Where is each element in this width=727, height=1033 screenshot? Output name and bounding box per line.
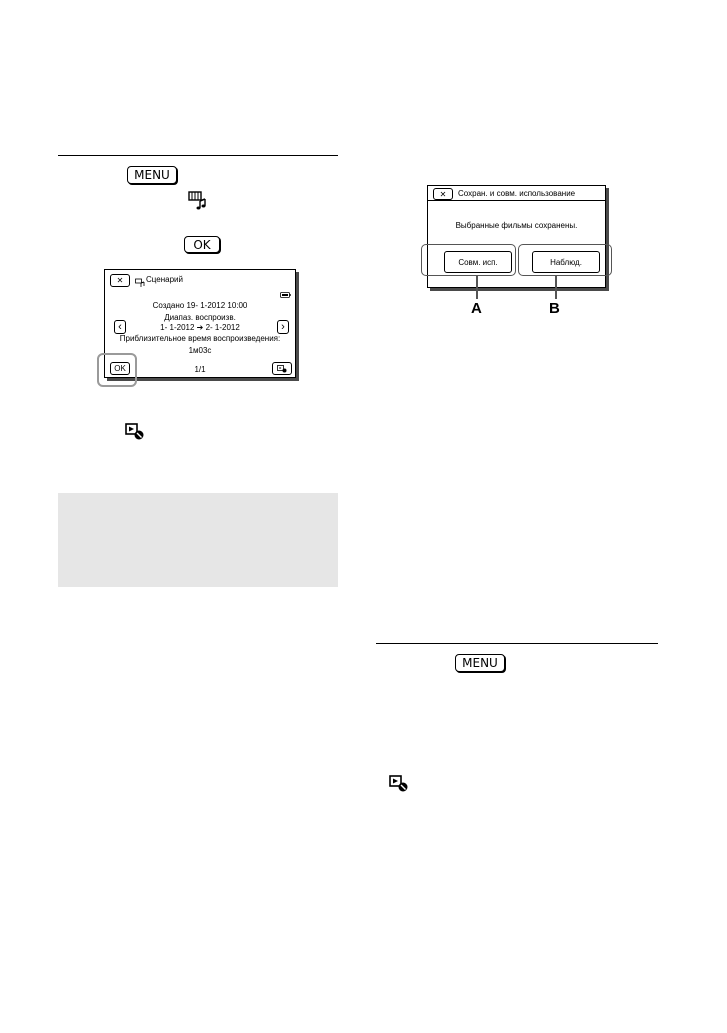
callout-label-a: A [471, 300, 482, 317]
leader-line-a [476, 276, 478, 299]
close-button[interactable]: ✕ [110, 274, 130, 287]
created-line: Создано 19- 1-2012 10:00 [152, 301, 248, 310]
ok-key: OK [184, 236, 220, 253]
scenario-title-icon [135, 275, 145, 285]
approx-label: Приблизительное время воспроизведения: [119, 334, 281, 343]
share-button[interactable]: Совм. исп. [444, 251, 512, 273]
callout-label-b: B [549, 300, 560, 317]
note-box [58, 493, 338, 587]
scenario-title: Сценарий [146, 275, 183, 284]
callout-box-a [421, 244, 516, 276]
approx-value: 1м03с [188, 346, 212, 355]
leader-line-b [555, 276, 557, 299]
ok-button[interactable]: OK [110, 362, 130, 375]
right-section-rule [376, 643, 658, 644]
saved-message: Выбранные фильмы сохранены. [455, 221, 578, 230]
watch-button[interactable]: Наблюд. [532, 251, 600, 273]
movie-edit-icon [125, 423, 145, 441]
ok-callout [97, 353, 137, 387]
menu-key-right: MENU [455, 654, 505, 672]
film-music-icon [188, 190, 208, 210]
battery-icon [280, 285, 291, 291]
save-screen-title: Сохран. и совм. использование [458, 189, 576, 198]
range-value: 1- 1-2012 ➔ 2- 1-2012 [160, 323, 240, 332]
movie-edit-icon [389, 775, 409, 793]
close-button[interactable]: ✕ [433, 188, 453, 200]
left-section-rule [58, 155, 338, 156]
page-indicator: 1/1 [194, 365, 206, 374]
playback-edit-button[interactable] [272, 362, 292, 375]
prev-button[interactable]: ‹ [114, 320, 126, 334]
next-button[interactable]: › [277, 320, 289, 334]
menu-key-left: MENU [127, 166, 177, 184]
callout-box-b [518, 244, 612, 276]
range-label: Диапаз. воспроизв. [164, 313, 236, 322]
title-divider [428, 200, 605, 201]
movie-edit-icon [277, 365, 287, 373]
